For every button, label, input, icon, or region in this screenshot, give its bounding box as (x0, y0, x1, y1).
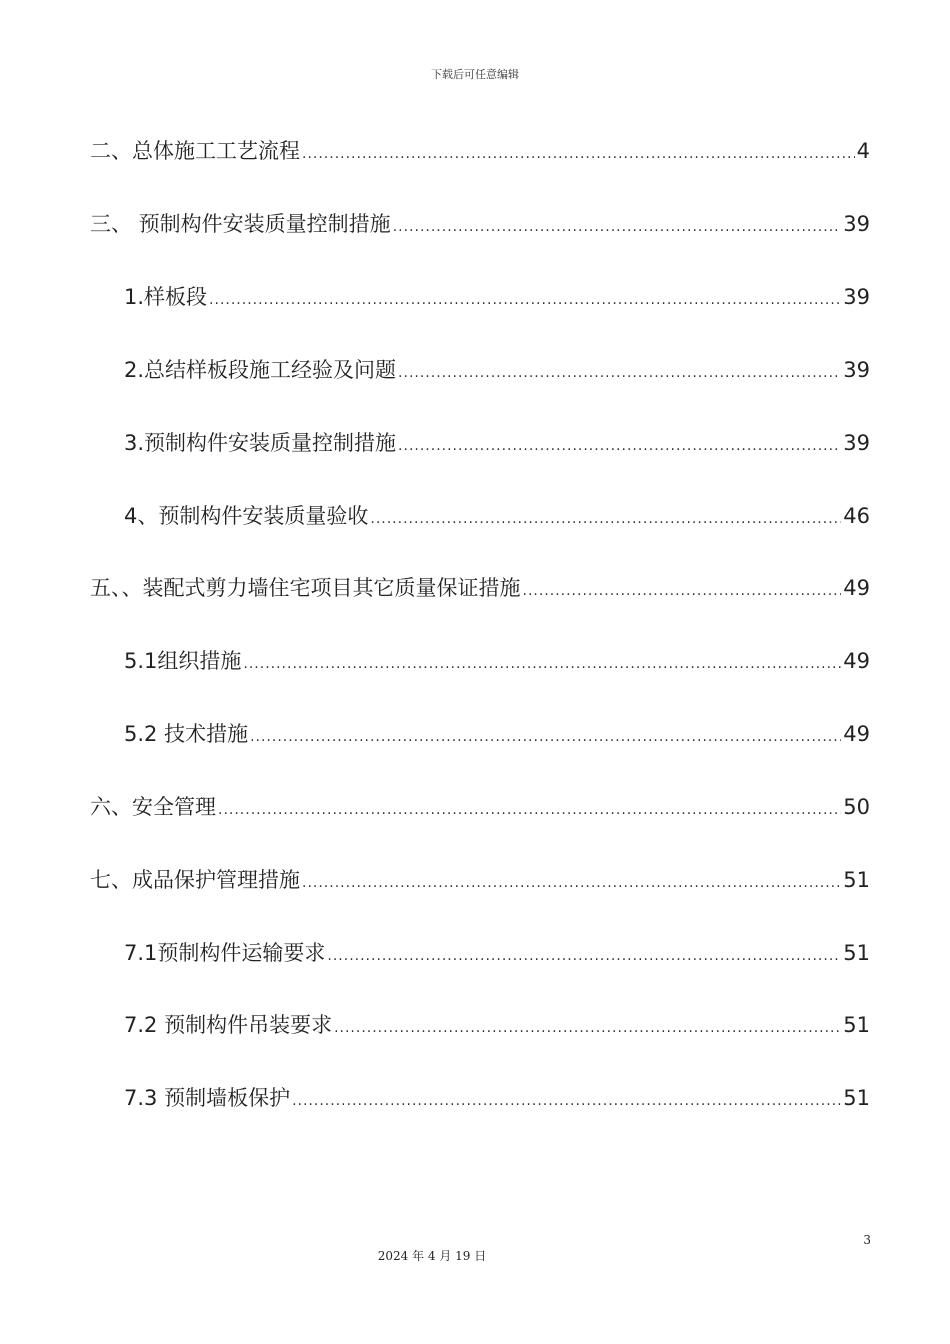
toc-entry[interactable] (124, 646, 870, 676)
toc-entry[interactable] (124, 719, 870, 749)
toc-entry[interactable] (124, 1010, 870, 1040)
toc-leader-dots (218, 795, 841, 825)
toc-entry-title: 7.2 预制构件吊装要求 (124, 1013, 333, 1037)
toc-entry[interactable] (124, 282, 870, 312)
toc-entry-title: 3.预制构件安装质量控制措施 (124, 431, 397, 455)
toc-entry[interactable] (90, 136, 870, 166)
toc-entry[interactable] (124, 355, 870, 385)
toc-entry-title: 七、成品保护管理措施 (90, 868, 300, 892)
toc-entry-page: 51 (843, 941, 870, 965)
footer-date: 2024 年 4 月 19 日 (377, 1249, 487, 1263)
page-header: 下载后可任意编辑 (431, 68, 519, 81)
toc-entry[interactable] (124, 938, 870, 968)
toc-entry-page: 39 (843, 431, 870, 455)
toc-entry[interactable] (90, 573, 870, 603)
toc-entry-title: 五、、装配式剪力墙住宅项目其它质量保证措施 (90, 576, 521, 600)
toc-entry[interactable] (124, 1083, 870, 1113)
toc-entry-title: 二、总体施工工艺流程 (90, 139, 300, 163)
toc-entry-title: 1.样板段 (124, 285, 208, 309)
page-number: 3 (863, 1233, 871, 1247)
toc-leader-dots (209, 285, 841, 315)
toc-entry-page: 39 (843, 285, 870, 309)
toc-entry[interactable] (90, 209, 870, 239)
toc-entry-page: 51 (843, 868, 870, 892)
toc-leader-dots (370, 504, 841, 534)
toc-entry-page: 51 (843, 1086, 870, 1110)
toc-entry-title: 六、安全管理 (90, 795, 216, 819)
toc-entry-page: 39 (843, 212, 870, 236)
toc-entry-page: 50 (843, 795, 870, 819)
toc-entry-page: 49 (843, 722, 870, 746)
toc-entry[interactable] (90, 792, 870, 822)
toc-leader-dots (393, 212, 842, 242)
toc-entry-title: 5.2 技术措施 (124, 722, 249, 746)
toc-leader-dots (243, 649, 841, 679)
toc-leader-dots (292, 1086, 841, 1116)
toc-entry[interactable] (90, 865, 870, 895)
toc-entry-title: 2.总结样板段施工经验及问题 (124, 358, 397, 382)
toc-entry-title: 5.1组织措施 (124, 649, 242, 673)
toc-entry-title: 4、预制构件安装质量验收 (124, 504, 369, 528)
toc-leader-dots (302, 868, 841, 898)
toc-entry[interactable] (124, 428, 870, 458)
toc-leader-dots (334, 1013, 841, 1043)
toc-entry-page: 51 (843, 1013, 870, 1037)
toc-leader-dots (523, 576, 842, 606)
toc-entry-page: 46 (843, 504, 870, 528)
toc-leader-dots (250, 722, 841, 752)
toc-leader-dots (327, 941, 841, 971)
toc-entry-title: 7.1预制构件运输要求 (124, 941, 326, 965)
toc-leader-dots (398, 431, 841, 461)
toc-leader-dots (302, 139, 855, 169)
toc-entry-title: 7.3 预制墙板保护 (124, 1086, 291, 1110)
toc-leader-dots (398, 358, 841, 388)
toc-entry[interactable] (124, 501, 870, 531)
toc-entry-page: 4 (856, 139, 870, 163)
toc-entry-title: 三、 预制构件安装质量控制措施 (90, 212, 391, 236)
toc-entry-page: 49 (843, 576, 870, 600)
toc-entry-page: 49 (843, 649, 870, 673)
toc-entry-page: 39 (843, 358, 870, 382)
